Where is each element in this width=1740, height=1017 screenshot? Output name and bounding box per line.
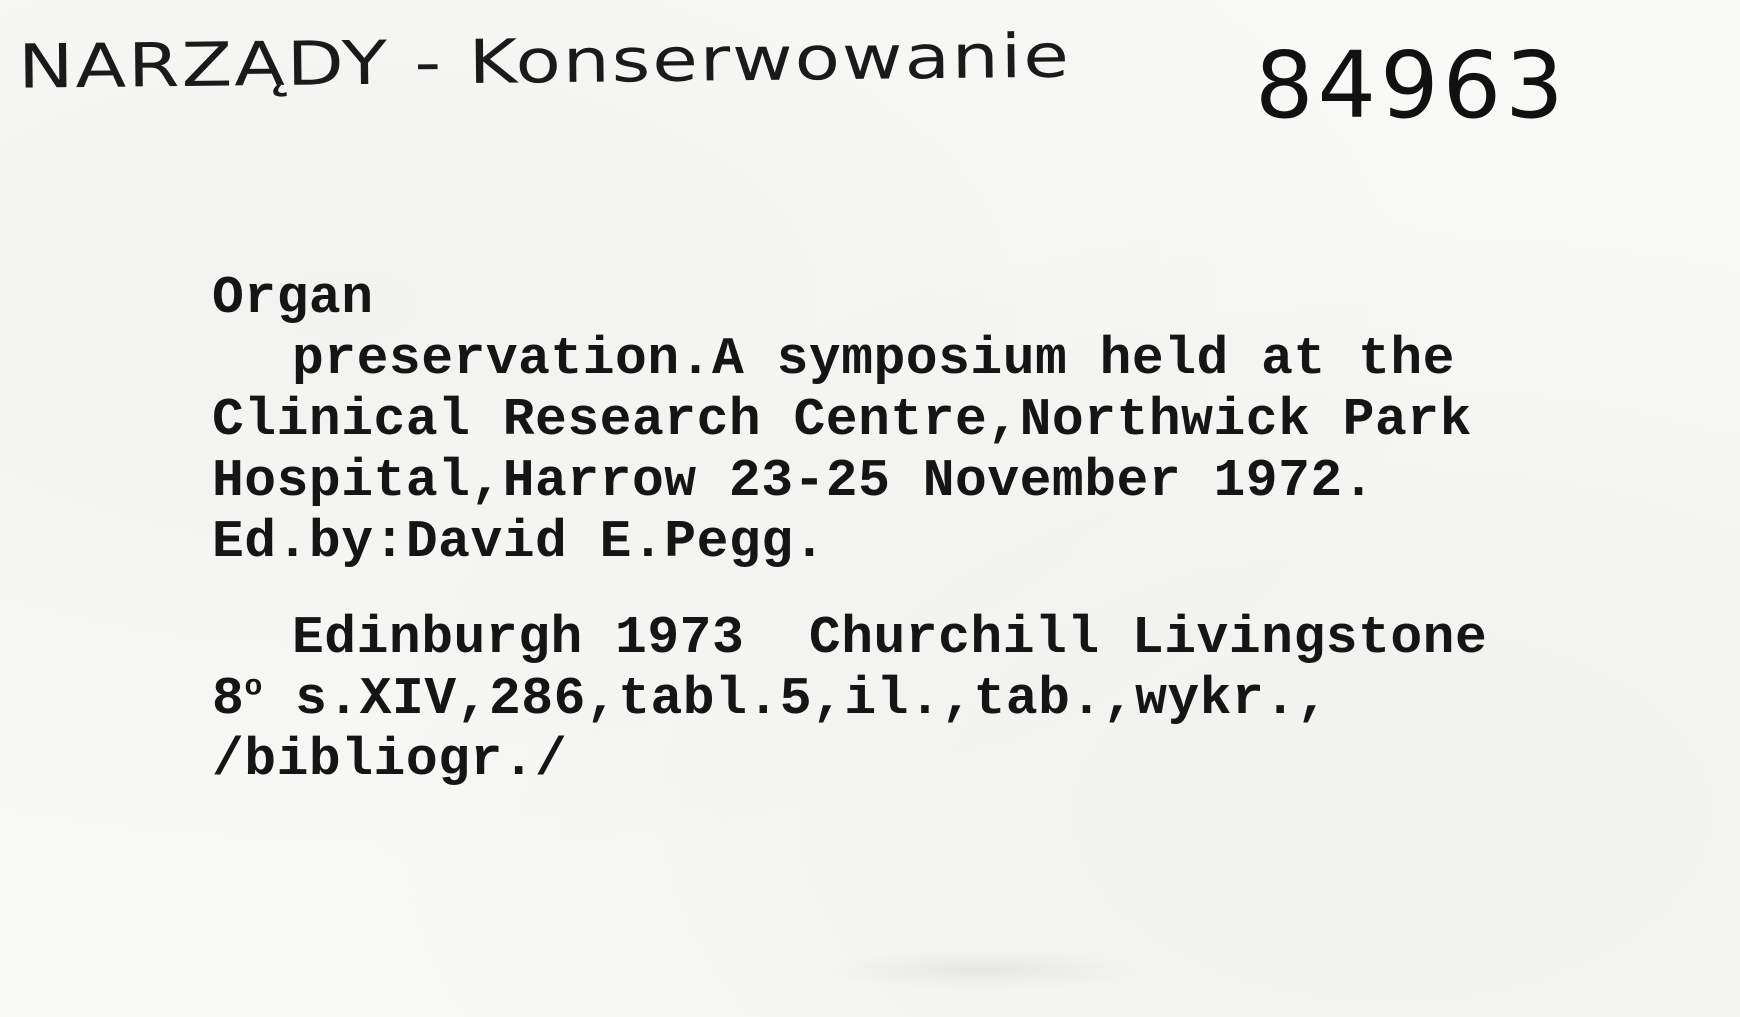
format-number: 8	[212, 669, 245, 729]
title-line: Clinical Research Centre,Northwick Park	[212, 390, 1472, 450]
title-line: preservation.A symposium held at the	[292, 329, 1455, 389]
imprint-block	[212, 608, 1487, 791]
subject-heading-text: NARZĄDY - Konserwowanie	[17, 20, 1072, 103]
editor-line: Ed.by:David E.Pegg.	[212, 512, 826, 572]
physical-description: s.XIV,286,tabl.5,il.,tab.,wykr.,	[295, 669, 1329, 729]
accession-number: 84963	[1255, 32, 1568, 139]
notes-line: /bibliogr./	[212, 730, 568, 790]
subject-heading	[17, 12, 1072, 103]
title-line: Hospital,Harrow 23-25 November 1972.	[212, 451, 1375, 511]
imprint-line: Edinburgh 1973 Churchill Livingstone	[292, 608, 1488, 668]
title-first-line: Organ	[212, 268, 374, 328]
faded-stamp-smudge	[820, 950, 1140, 990]
title-continuation	[212, 329, 1472, 573]
format-degree: o	[244, 670, 263, 705]
